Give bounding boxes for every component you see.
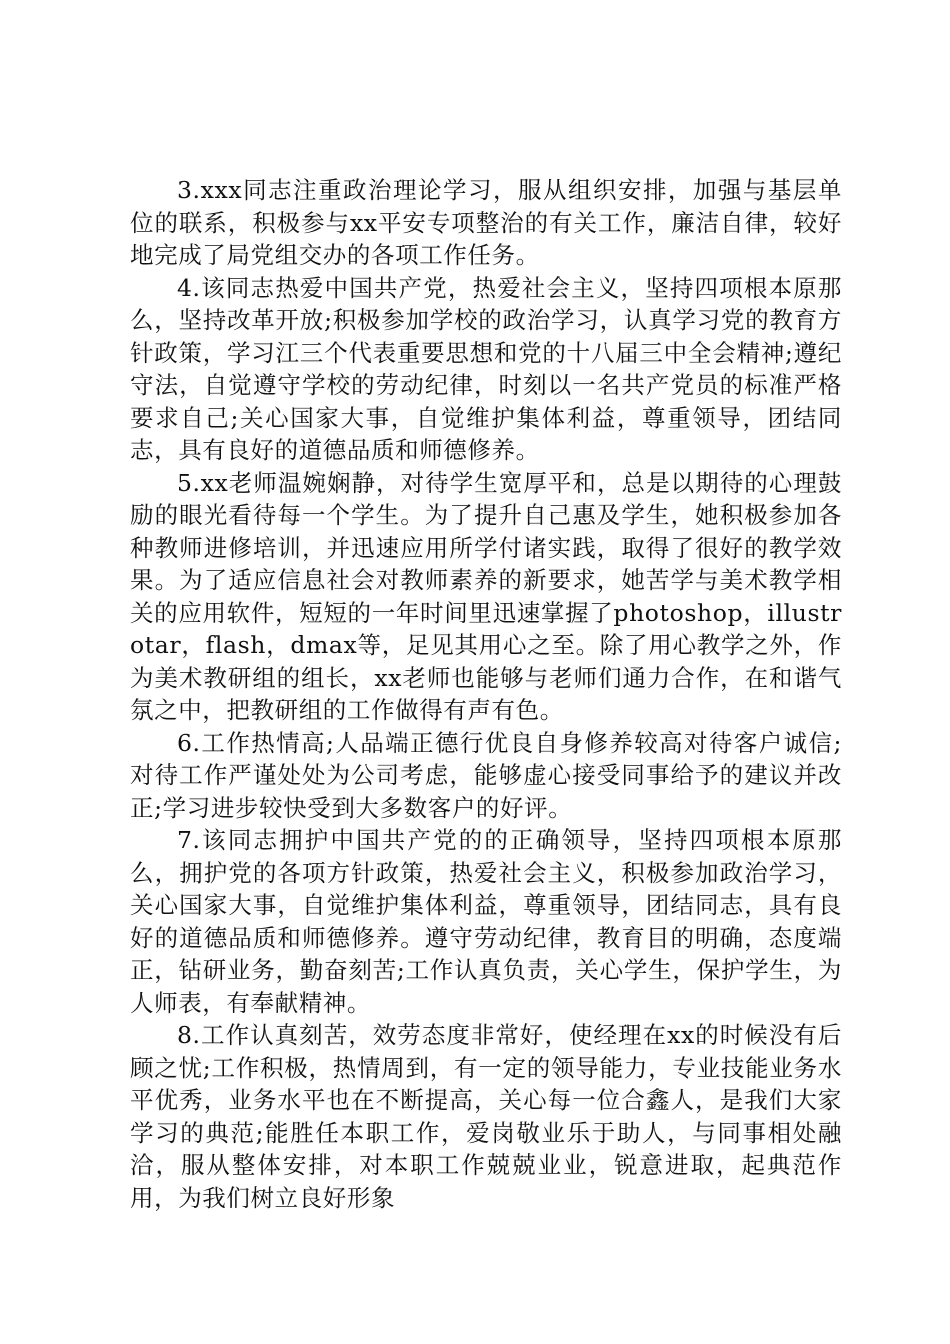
paragraph-3: 3.xxx同志注重政治理论学习，服从组织安排，加强与基层单位的联系，积极参与xx平安专项整治的有关工作，廉洁自律，较好地完成了局党组交办的各项工作任务。 — [130, 176, 842, 269]
paragraph-6: 6.工作热情高;人品端正德行优良自身修养较高对待客户诚信;对待工作严谨处处为公司考虑，能够虚心接受同事给予的建议并改正;学习进步较快受到大多数客户的好评。 — [130, 728, 842, 822]
paragraph-8: 8.工作认真刻苦，效劳态度非常好，使经理在xx的时候没有后顾之忧;工作积极，热情周到，有一定的领导能力，专业技能业务水平优秀，业务水平也在不断提高，关心每一位合鑫人，是我们大家学习的典范;能胜任本职工作，爱岗敬业乐于助人，与同事相处融洽，服从整体安排，对本职工作兢兢业业，锐意进取，起典范作用，为我们树立良好形象 — [130, 1021, 842, 1212]
paragraph-7: 7.该同志拥护中国共产党的的正确领导，坚持四项根本原那么，拥护党的各项方针政策，热爱社会主义，积极参加政治学习，关心国家大事，自觉维护集体利益，尊重领导，团结同志，具有良好的道德品质和师德修养。遵守劳动纪律，教育目的明确，态度端正，钻研业务，勤奋刻苦;工作认真负责，关心学生，保护学生，为人师表，有奉献精神。 — [130, 826, 842, 1017]
paragraph-4: 4.该同志热爱中国共产党，热爱社会主义，坚持四项根本原那么，坚持改革开放;积极参加学校的政治学习，认真学习党的教育方针政策，学习江三个代表重要思想和党的十八届三中全会精神;遵纪守法，自觉遵守学校的劳动纪律，时刻以一名共产党员的标准严格要求自己;关心国家大事，自觉维护集体利益，尊重领导，团结同志，具有良好的道德品质和师德修养。 — [130, 273, 842, 464]
document-body — [130, 174, 842, 1214]
paragraph-5: 5.xx老师温婉娴静，对待学生宽厚平和，总是以期待的心理鼓励的眼光看待每一个学生。为了提升自己惠及学生，她积极参加各种教师进修培训，并迅速应用所学付诸实践，取得了很好的教学效果。为了适应信息社会对教师素养的新要求，她苦学与美术教学相关的应用软件，短短的一年时间里迅速掌握了photoshop，illustrotar，flash，dmax等，足见其用心之至。除了用心教学之外，作为美术教研组的组长，xx老师也能够与老师们通力合作，在和谐气氛之中，把教研组的工作做得有声有色。 — [130, 468, 842, 724]
